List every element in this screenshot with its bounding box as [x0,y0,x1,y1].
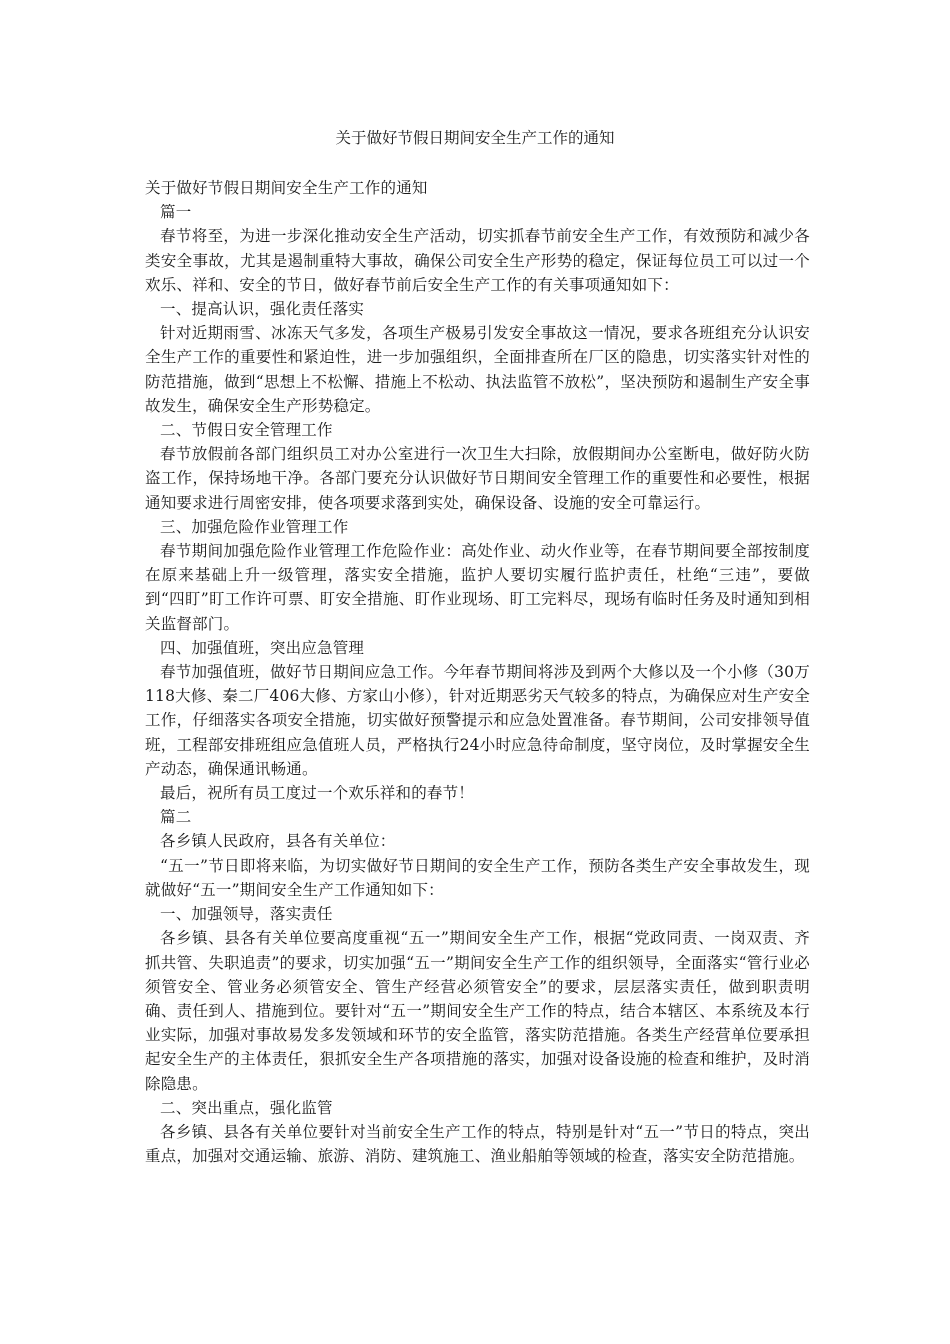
paragraph: 三、加强危险作业管理工作 [160,517,349,536]
paragraph: “五一”节日即将来临，为切实做好节日期间的安全生产工作，预防各类生产安全事故发生，现就做好“五一”期间安全生产工作通知如下： [145,856,810,899]
paragraph: 篇一 [160,203,192,222]
paragraph: 各乡镇、县各有关单位要高度重视“五一”期间安全生产工作，根据“党政同责、一岗双责、齐抓共管、失职追责”的要求，切实加强“五一”期间安全生产工作的组织领导，全面落实“管行业必须管安全、管业务必须管安全、管生产经营必须管安全”的要求，层层落实责任，做到职责明确、责任到人、措施到位。要针对“五一”期间安全生产工作的特点，结合本辖区、本系统及本行业实际，加强对事故易发多发领域和环节的安全监管，落实防范措施。各类生产经营单位要承担起安全生产的主体责任，狠抓安全生产各项措施的落实，加强对设备设施的检查和维护，及时消除隐患。 [145,929,810,1093]
document-body [145,176,810,1168]
paragraph: 二、突出重点，强化监管 [160,1098,333,1117]
paragraph: 各乡镇、县各有关单位要针对当前安全生产工作的特点，特别是针对“五一”节日的特点，突出重点，加强对交通运输、旅游、消防、建筑施工、渔业船舶等领域的检查，落实安全防范措施。 [145,1122,810,1166]
paragraph: 春节放假前各部门组织员工对办公室进行一次卫生大扫除，放假期间办公室断电，做好防火防盗工作，保持场地干净。各部门要充分认识做好节日期间安全管理工作的重要性和必要性，根据通知要求进行周密安排，使各项要求落到实处，确保设备、设施的安全可靠运行。 [145,445,810,512]
page-title: 关于做好节假日期间安全生产工作的通知 [335,129,615,147]
paragraph: 最后，祝所有员工度过一个欢乐祥和的春节！ [160,784,475,803]
paragraph: 二、节假日安全管理工作 [160,421,333,440]
paragraph: 各乡镇人民政府，县各有关单位： [160,832,396,851]
paragraph: 一、提高认识，强化责任落实 [160,300,365,319]
paragraph: 春节将至，为进一步深化推动安全生产活动，切实抓春节前安全生产工作，有效预防和减少各类安全事故，尤其是遏制重特大事故，确保公司安全生产形势的稳定，保证每位员工可以过一个欢乐、祥和、安全的节日，做好春节前后安全生产工作的有关事项通知如下： [145,227,810,294]
paragraph: 一、加强领导，落实责任 [160,905,333,924]
paragraph: 春节加强值班，做好节日期间应急工作。今年春节期间将涉及到两个大修以及一个小修（30万118大修、秦二厂406大修、方家山小修），针对近期恶劣天气较多的特点，为确保应对生产安全工作，仔细落实各项安全措施，切实做好预警提示和应急处置准备。春节期间，公司安排领导值班，工程部安排班组应急值班人员，严格执行24小时应急待命制度，坚守岗位，及时掌握安全生产动态，确保通讯畅通。 [145,663,810,778]
paragraph: 关于做好节假日期间安全生产工作的通知 [145,179,428,197]
paragraph: 春节期间加强危险作业管理工作危险作业：高处作业、动火作业等，在春节期间要全部按制度在原来基础上升一级管理，落实安全措施，监护人要切实履行监护责任，杜绝“三违”，要做到“四盯”盯工作许可票、盯安全措施、盯作业现场、盯工完料尽，现场有临时任务及时通知到相关监督部门。 [145,542,810,633]
paragraph: 针对近期雨雪、冰冻天气多发，各项生产极易引发安全事故这一情况，要求各班组充分认识安全生产工作的重要性和紧迫性，进一步加强组织，全面排查所在厂区的隐患，切实落实针对性的防范措施，做到“思想上不松懈、措施上不松动、执法监管不放松”，坚决预防和遏制生产安全事故发生，确保安全生产形势稳定。 [145,324,810,415]
paragraph: 四、加强值班，突出应急管理 [160,638,365,657]
paragraph: 篇二 [160,808,192,827]
